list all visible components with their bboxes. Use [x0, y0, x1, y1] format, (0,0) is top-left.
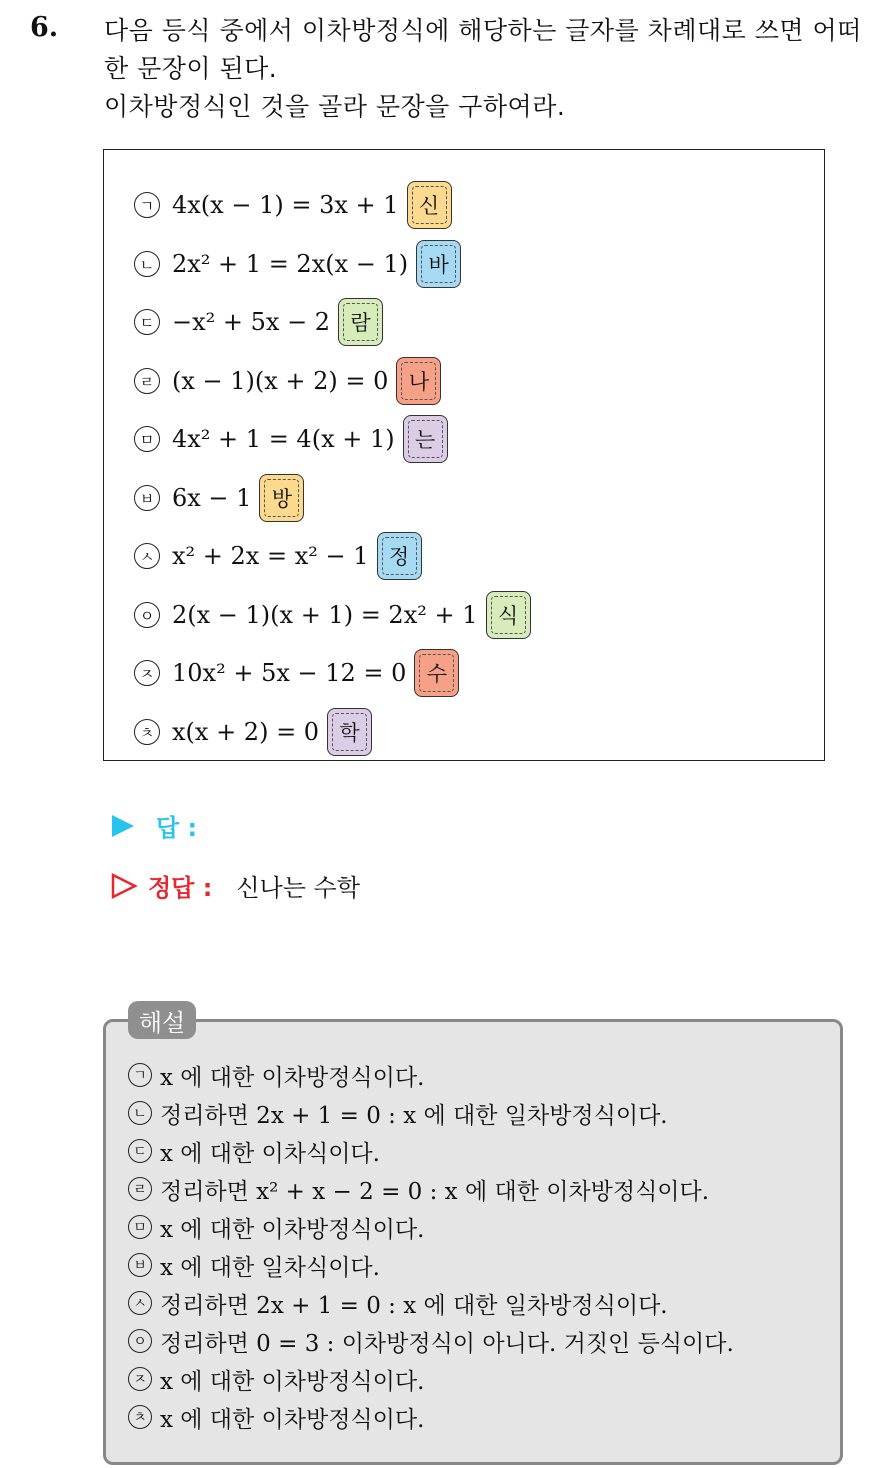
- equation-item: [134, 590, 531, 640]
- equation: x(x + 2) = 0: [172, 718, 320, 746]
- correct-answer-value: 신나는 수학: [236, 874, 360, 902]
- solution-line: [128, 1170, 709, 1208]
- solution-line: [128, 1398, 424, 1436]
- solution-marker: ㄷ: [128, 1139, 152, 1163]
- question-line-2: 한 문장이 된다.: [104, 54, 278, 83]
- equation-item: [134, 356, 441, 406]
- solution-text: 정리하면 0 = 3 : 이차방정식이 아니다. 거짓인 등식이다.: [160, 1330, 734, 1357]
- correct-answer-row: [110, 868, 360, 903]
- solution-marker: ㅈ: [128, 1367, 152, 1391]
- solution-text: 정리하면 2x + 1 = 0 : x 에 대한 일차방정식이다.: [160, 1102, 668, 1129]
- solution-marker: ㅂ: [128, 1253, 152, 1277]
- equation: 2(x − 1)(x + 1) = 2x² + 1: [172, 601, 478, 629]
- equation: 4x(x − 1) = 3x + 1: [172, 191, 399, 219]
- letter-tag: 람: [338, 298, 383, 346]
- letter-tag: 학: [327, 708, 372, 756]
- solution-text: 정리하면 2x + 1 = 0 : x 에 대한 일차방정식이다.: [160, 1292, 668, 1319]
- equation-item: [134, 180, 452, 230]
- letter-tag: 식: [486, 591, 531, 639]
- letter-tag: 바: [416, 240, 461, 288]
- equation: 2x² + 1 = 2x(x − 1): [172, 250, 409, 278]
- equation: 10x² + 5x − 12 = 0: [172, 659, 407, 687]
- question-text: [104, 12, 874, 126]
- solution-line: [128, 1056, 424, 1094]
- item-marker: ㅇ: [134, 602, 160, 628]
- solution-line: [128, 1094, 668, 1132]
- equation-item: [134, 414, 448, 464]
- solution-text: x 에 대한 일차식이다.: [160, 1254, 380, 1281]
- item-marker: ㅂ: [134, 485, 160, 511]
- solution-text: x 에 대한 이차방정식이다.: [160, 1406, 425, 1433]
- solution-line: [128, 1284, 668, 1322]
- solution-line: [128, 1132, 380, 1170]
- solution-marker: ㅁ: [128, 1215, 152, 1239]
- solution-marker: ㅇ: [128, 1329, 152, 1353]
- equation-item: [134, 473, 304, 523]
- equation-item: [134, 297, 383, 347]
- item-marker: ㅅ: [134, 543, 160, 569]
- letter-tag: 신: [407, 181, 452, 229]
- equation: −x² + 5x − 2: [172, 308, 331, 336]
- equation-item: [134, 531, 422, 581]
- question-number: 6.: [30, 12, 59, 43]
- answer-row: [110, 808, 221, 843]
- solution-line: [128, 1246, 380, 1284]
- item-marker: ㅈ: [134, 660, 160, 686]
- answer-label: 답 :: [156, 814, 198, 842]
- equation: x² + 2x = x² − 1: [172, 542, 369, 570]
- item-marker: ㅁ: [134, 426, 160, 452]
- solution-marker: ㄱ: [128, 1063, 152, 1087]
- solution-text: x 에 대한 이차방정식이다.: [160, 1368, 425, 1395]
- solution-line: [128, 1208, 424, 1246]
- equation: 6x − 1: [172, 484, 252, 512]
- outline-arrow-icon: [110, 872, 138, 900]
- letter-tag: 나: [396, 357, 441, 405]
- solution-line: [128, 1322, 734, 1360]
- solution-title-tab: 해설: [128, 1001, 196, 1039]
- solution-marker: ㅊ: [128, 1405, 152, 1429]
- question-line-3: 이차방정식인 것을 골라 문장을 구하여라.: [104, 92, 566, 121]
- correct-answer-label: 정답 :: [148, 874, 213, 902]
- equation-item: [134, 648, 459, 698]
- equation-item: [134, 707, 372, 757]
- letter-tag: 정: [377, 532, 422, 580]
- letter-tag: 는: [403, 415, 448, 463]
- equation: (x − 1)(x + 2) = 0: [172, 367, 389, 395]
- equation-box: [103, 149, 825, 761]
- solution-marker: ㄹ: [128, 1177, 152, 1201]
- solution-box: [103, 1019, 843, 1465]
- item-marker: ㅊ: [134, 719, 160, 745]
- item-marker: ㄹ: [134, 368, 160, 394]
- solution-text: x 에 대한 이차방정식이다.: [160, 1064, 425, 1091]
- letter-tag: 방: [259, 474, 304, 522]
- item-marker: ㄱ: [134, 192, 160, 218]
- solution-marker: ㄴ: [128, 1101, 152, 1125]
- letter-tag: 수: [414, 649, 459, 697]
- question-line-1: 다음 등식 중에서 이차방정식에 해당하는 글자를 차례대로 쓰면 어떠: [104, 16, 862, 45]
- equation-item: [134, 239, 461, 289]
- solution-text: x 에 대한 이차식이다.: [160, 1140, 380, 1167]
- solution-text: x 에 대한 이차방정식이다.: [160, 1216, 425, 1243]
- solution-text: 정리하면 x² + x − 2 = 0 : x 에 대한 이차방정식이다.: [160, 1178, 710, 1205]
- solution-marker: ㅅ: [128, 1291, 152, 1315]
- equation: 4x² + 1 = 4(x + 1): [172, 425, 395, 453]
- solution-line: [128, 1360, 424, 1398]
- item-marker: ㄷ: [134, 309, 160, 335]
- item-marker: ㄴ: [134, 251, 160, 277]
- play-arrow-icon: [110, 813, 136, 839]
